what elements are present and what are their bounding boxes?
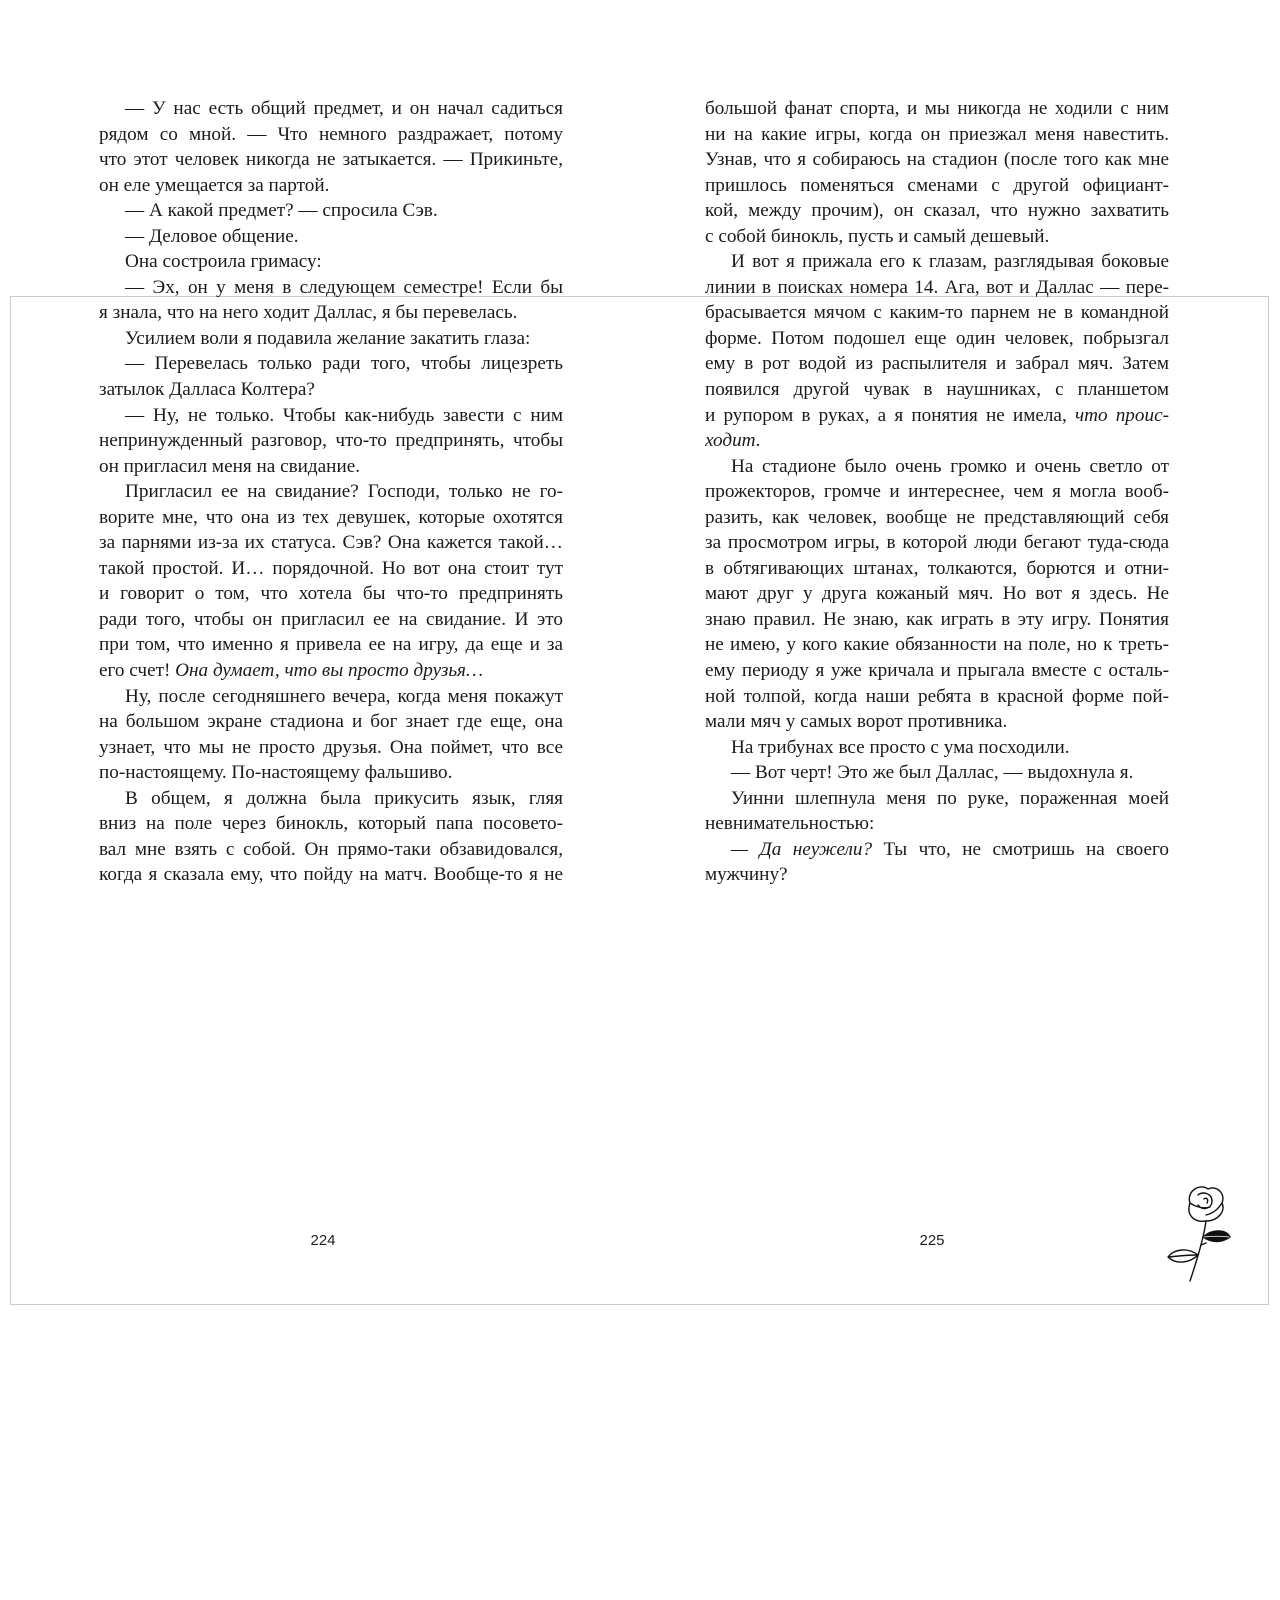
text-line [99, 96, 563, 122]
text-line [705, 862, 1169, 888]
line-text: линии в поисках номера 14. Ага, вот и Даллас — пере- [705, 276, 1169, 298]
line-text: ради того, чтобы он пригласил ее на свидание. И это [99, 608, 563, 630]
text-line [99, 351, 563, 377]
text-line [705, 326, 1169, 352]
line-text: по-настоящему. По-настоящему фальшиво. [99, 762, 453, 784]
line-text: брасывается мячом с каким-то парнем не в командной [705, 302, 1169, 324]
text-line [705, 428, 1169, 454]
text-line [99, 454, 563, 480]
text-line [705, 556, 1169, 582]
text-line [705, 581, 1169, 607]
line-italic-text: Она думает, что вы просто друзья… [175, 660, 484, 682]
text-line [99, 377, 563, 403]
line-text: — Перевелась только ради того, чтобы лицезреть [125, 353, 563, 375]
text-line [705, 454, 1169, 480]
rose-icon [1160, 1181, 1248, 1285]
line-text: В общем, я должна была прикусить язык, гляя [125, 787, 563, 809]
text-line [99, 684, 563, 710]
text-line [99, 326, 563, 352]
page-number-left: 224 [310, 1232, 336, 1249]
line-text: ни на какие игры, когда он приезжал меня навестить. [705, 123, 1169, 145]
text-line [705, 122, 1169, 148]
page-number-right: 225 [919, 1232, 945, 1249]
text-line [99, 658, 563, 684]
line-text: узнает, что мы не просто друзья. Она поймет, что все [99, 736, 563, 758]
text-line [705, 173, 1169, 199]
line-italic-text: — Да неужели? [731, 838, 873, 860]
line-text: вниз на поле через бинокль, который папа посовето- [99, 813, 563, 835]
text-line [99, 607, 563, 633]
text-line [705, 96, 1169, 122]
line-text: что этот человек никогда не затыкается. — Прикиньте, [99, 149, 563, 171]
line-text: Усилием воли я подавила желание закатить глаза: [125, 327, 531, 349]
line-text: и говорит о том, что хотела бы что-то предпринять [99, 583, 563, 605]
text-line [705, 351, 1169, 377]
text-line [99, 198, 563, 224]
line-text: форме. Потом подошел еще один человек, побрызгал [705, 327, 1169, 349]
text-line [705, 249, 1169, 275]
line-text: большой фанат спорта, и мы никогда не ходили с ним [705, 98, 1169, 119]
text-line [99, 224, 563, 250]
line-text: за просмотром игры, в которой люди бегают туда-сюда [705, 532, 1169, 554]
line-text: и рупором в руках, а я понятия не имела, [705, 404, 1067, 426]
text-line [99, 403, 563, 429]
line-text: он пригласил меня на свидание. [99, 455, 361, 477]
line-tail-text: . [755, 430, 761, 452]
left-page-text [99, 96, 563, 888]
text-line [705, 607, 1169, 633]
text-line [99, 147, 563, 173]
line-text: — А какой предмет? — спросила Сэв. [125, 200, 438, 222]
text-line [99, 173, 563, 199]
line-text: с собой бинокль, пусть и самый дешевый. [705, 225, 1050, 247]
line-text: на большом экране стадиона и бог знает где еще, она [99, 711, 563, 733]
text-line [99, 709, 563, 735]
text-line [705, 275, 1169, 301]
text-line [99, 122, 563, 148]
text-line [99, 786, 563, 812]
text-line [705, 505, 1169, 531]
line-text: мали мяч у самых ворот противника. [705, 711, 1008, 733]
text-line [705, 837, 1169, 863]
line-text: когда я сказала ему, что пойду на матч. Вообще-то я не [99, 864, 563, 886]
line-text: — Деловое общение. [125, 225, 299, 247]
text-line [705, 198, 1169, 224]
line-text: вал мне взять с собой. Он прямо-таки обзавидовался, [99, 838, 563, 860]
text-line [99, 530, 563, 556]
line-text: Ну, после сегодняшнего вечера, когда меня покажут [125, 685, 563, 707]
text-line [99, 300, 563, 326]
line-text: он еле умещается за партой. [99, 174, 330, 196]
text-line [705, 709, 1169, 735]
text-line [705, 530, 1169, 556]
line-text: знаю правил. Не знаю, как играть в эту игру. Понятия [705, 608, 1169, 630]
line-text: непринужденный разговор, что-то предпринять, чтобы [99, 430, 563, 452]
text-line [99, 479, 563, 505]
line-text: прожекторов, громче и интереснее, чем я могла вооб- [705, 481, 1169, 503]
text-line [99, 837, 563, 863]
text-line [705, 811, 1169, 837]
text-line [99, 428, 563, 454]
text-line [705, 735, 1169, 761]
text-line [705, 403, 1169, 429]
line-text: мужчину? [705, 864, 788, 886]
text-line [705, 300, 1169, 326]
line-italic-text: что проис- [1074, 404, 1169, 426]
line-text: за парнями из-за их статуса. Сэв? Она кажется такой… [99, 532, 563, 554]
text-line [99, 581, 563, 607]
text-line [99, 505, 563, 531]
line-text: На стадионе было очень громко и очень светло от [731, 455, 1169, 477]
text-line [705, 684, 1169, 710]
line-text: появился другой чувак в наушниках, с планшетом [705, 379, 1169, 401]
line-text: — Эх, он у меня в следующем семестре! Если бы [125, 276, 563, 298]
line-text: я знала, что на него ходит Даллас, я бы перевелась. [99, 302, 518, 324]
line-text: при том, что именно я привела ее на игру, да еще и за [99, 634, 563, 656]
right-page-text [705, 96, 1169, 888]
line-text: — Вот черт! Это же был Даллас, — выдохнула я. [731, 762, 1134, 784]
text-line [705, 632, 1169, 658]
line-text: — У нас есть общий предмет, и он начал садиться [125, 98, 563, 119]
line-text: Пригласил ее на свидание? Господи, только не го- [125, 481, 563, 503]
line-text: его счет! [99, 660, 171, 682]
text-line [99, 275, 563, 301]
text-line [99, 811, 563, 837]
line-text: ему периоду я уже кричала и прыгала вместе с осталь- [705, 660, 1169, 682]
line-text: Она состроила гримасу: [125, 251, 322, 273]
line-text: не имею, у кого какие обязанности на поле, но к треть- [705, 634, 1169, 656]
line-text: кой, между прочим), он сказал, что нужно захватить [705, 200, 1169, 222]
text-line [705, 658, 1169, 684]
text-line [705, 479, 1169, 505]
line-text: ворите мне, что она из тех девушек, которые охотятся [99, 506, 563, 528]
text-line [99, 249, 563, 275]
line-text: разить, как человек, вообще не представляющий себя [705, 506, 1169, 528]
line-text: ной толпой, когда наши ребята в красной форме пой- [705, 685, 1169, 707]
line-text: Узнав, что я собираюсь на стадион (после того как мне [705, 149, 1169, 171]
text-line [99, 632, 563, 658]
line-text: рядом со мной. — Что немного раздражает, потому [99, 123, 563, 145]
text-line [99, 735, 563, 761]
line-text: На трибунах все просто с ума посходили. [731, 736, 1070, 758]
line-text: ему в рот водой из распылителя и забрал мяч. Затем [705, 353, 1169, 375]
text-line [705, 224, 1169, 250]
text-line [705, 786, 1169, 812]
text-line [705, 760, 1169, 786]
line-text: такой простой. И… порядочной. Но вот она стоит тут [99, 557, 563, 579]
text-line [99, 556, 563, 582]
text-line [99, 760, 563, 786]
line-text: И вот я прижала его к глазам, разглядывая боковые [731, 251, 1169, 273]
text-line [99, 862, 563, 888]
right-page [705, 96, 1169, 888]
line-text: мают друг у друга кожаный мяч. Но вот я здесь. Не [705, 583, 1169, 605]
text-line [705, 147, 1169, 173]
line-italic-text: ходит [705, 430, 756, 452]
line-text: в обтягивающих штанах, толкаются, борются и отни- [705, 557, 1169, 579]
line-text: пришлось поменяться сменами с другой официант- [705, 174, 1169, 196]
line-text: затылок Далласа Колтера? [99, 379, 315, 401]
line-tail-text: Ты что, не смотришь на своего [872, 838, 1169, 860]
line-text: — Ну, не только. Чтобы как-нибудь завести с ним [125, 404, 563, 426]
text-line [705, 377, 1169, 403]
line-text: невнимательностью: [705, 813, 875, 835]
line-text: Уинни шлепнула меня по руке, пораженная моей [731, 787, 1169, 809]
left-page [99, 96, 563, 888]
